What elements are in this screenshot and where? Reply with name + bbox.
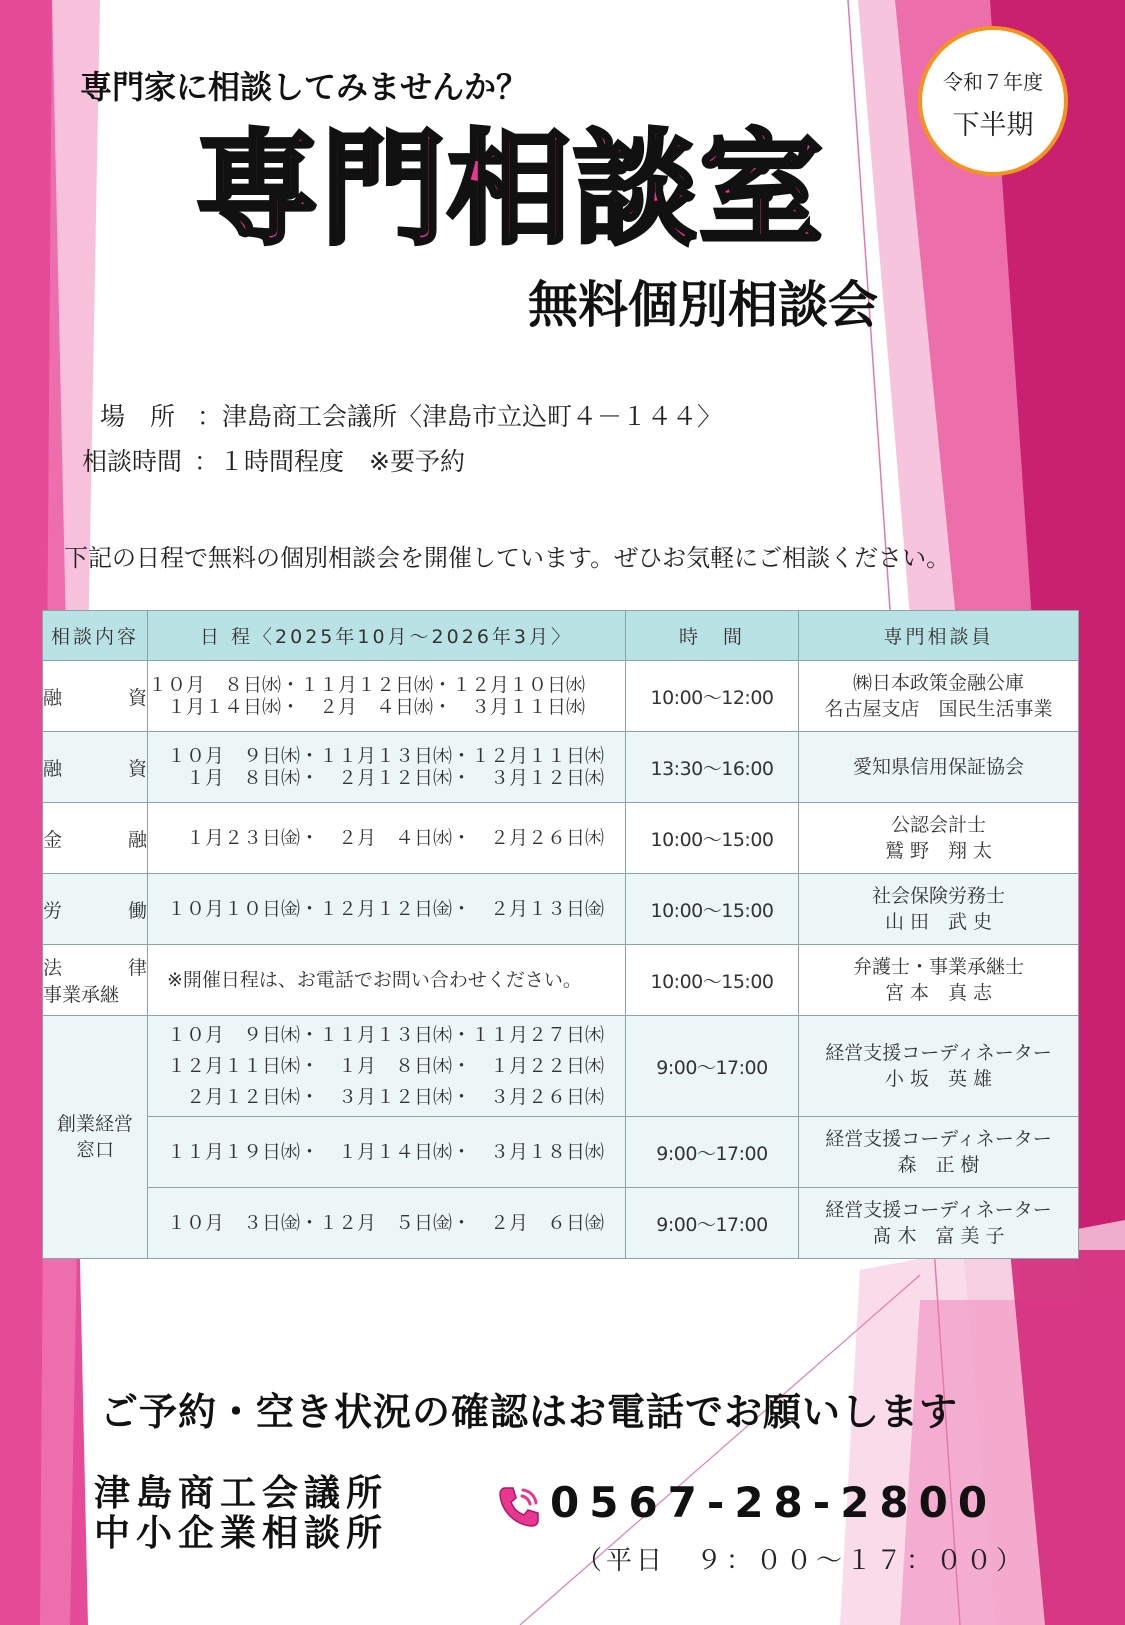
table-row [43,874,1079,945]
row-category: 金 融 [43,803,148,874]
row-time: 9:00～17:00 [626,1117,799,1188]
row-category: 労 働 [43,874,148,945]
page-subtitle: 無料個別相談会 [528,276,878,334]
table-row [43,732,1079,803]
place-info [100,397,722,433]
row-dates: １月２３日㈮・ ２月 ４日㈬・ ２月２６日㈭ [148,803,626,874]
place-label: 場 所 [100,402,176,431]
row-time: 10:00～15:00 [626,945,799,1016]
lead-question: 専門家に相談してみませんか？ [80,68,529,106]
organization-name [94,1474,388,1554]
row-staff: 経営支援コーディネーター 森 正 樹 [799,1117,1079,1188]
row-staff: 愛知県信用保証協会 [799,732,1079,803]
row-dates: １０月 ９日㈭・１１月１３日㈭・１１月２７日㈭ １２月１１日㈭・ １月 ８日㈭・ １月２２日㈭ ２月１２日㈭・ ３月１２日㈭・ ３月２６日㈭ [148,1016,626,1117]
schedule-table [42,610,1079,1259]
header-dates: 日 程〈2025年10月〜2026年3月〉 [148,611,626,661]
row-time: 10:00～15:00 [626,803,799,874]
badge-year: 令和７年度 [943,70,1043,94]
row-dates: １０月 ９日㈭・１１月１３日㈭・１２月１１日㈭ １月 ８日㈭・ ２月１２日㈭・ ３月１２日㈭ [148,732,626,803]
org-line-1: 津島商工会議所 [94,1473,389,1514]
row-time: 10:00～15:00 [626,874,799,945]
row-staff: 経営支援コーディネーター 髙 木 富 美 子 [799,1188,1079,1259]
row-time: 10:00～12:00 [626,661,799,732]
org-line-2: 中小企業相談所 [94,1513,389,1554]
time-value: ：１時間程度 ※要予約 [194,447,465,476]
phone-number[interactable]: 0567-28-2800 [550,1478,998,1527]
table-row [43,661,1079,732]
row-time: 9:00～17:00 [626,1016,799,1117]
row-dates: １１月１９日㈬・ １月１４日㈬・ ３月１８日㈬ [148,1117,626,1188]
fiscal-badge [918,26,1068,176]
row-dates: １０月 ３日㈮・１２月 ５日㈮・ ２月 ６日㈮ [148,1188,626,1259]
header-category: 相談内容 [43,611,148,661]
place-value: ：津島商工会議所〈津島市立込町４－１４４〉 [197,402,723,431]
row-dates: １０月 ８日㈬・１１月１２日㈬・１２月１０日㈬ １月１４日㈬・ ２月 ４日㈬・ ３月１１日㈬ [148,661,626,732]
time-label: 相談時間 [82,447,183,476]
business-hours: （平日 ９：００～１７：００） [576,1546,1027,1576]
row-category: 法 律 事業承継 [43,945,148,1016]
row-time: 13:30～16:00 [626,732,799,803]
phone-icon [496,1484,542,1530]
row-time: 9:00～17:00 [626,1188,799,1259]
time-info [82,442,465,478]
header-time: 時 間 [626,611,799,661]
call-to-action: ご予約・空き状況の確認はお電話でお願いします [100,1390,959,1434]
table-row [43,945,1079,1016]
intro-text: 下記の日程で無料の個別相談会を開催しています。ぜひお気軽にご相談ください。 [64,544,951,572]
table-row [43,803,1079,874]
row-staff: 弁護士・事業承継士 宮 本 真 志 [799,945,1079,1016]
row-category: 融 資 [43,661,148,732]
row-staff: 公認会計士 鷲 野 翔 太 [799,803,1079,874]
table-row [43,1117,1079,1188]
row-dates: １０月１０日㈮・１２月１２日㈮・ ２月１３日㈮ [148,874,626,945]
row-dates: ※開催日程は、お電話でお問い合わせください。 [148,945,626,1016]
row-staff: ㈱日本政策金融公庫 名古屋支店 国民生活事業 [799,661,1079,732]
row-category-sogyo: 創業経営 窓口 [43,1016,148,1259]
table-row [43,1016,1079,1117]
table-header-row [43,611,1079,661]
row-staff: 社会保険労務士 山 田 武 史 [799,874,1079,945]
page-title: 専門相談室 [195,118,826,262]
row-category: 融 資 [43,732,148,803]
table-row [43,1188,1079,1259]
row-staff: 経営支援コーディネーター 小 坂 英 雄 [799,1016,1079,1117]
badge-term: 下半期 [952,110,1034,141]
header-staff: 専門相談員 [799,611,1079,661]
